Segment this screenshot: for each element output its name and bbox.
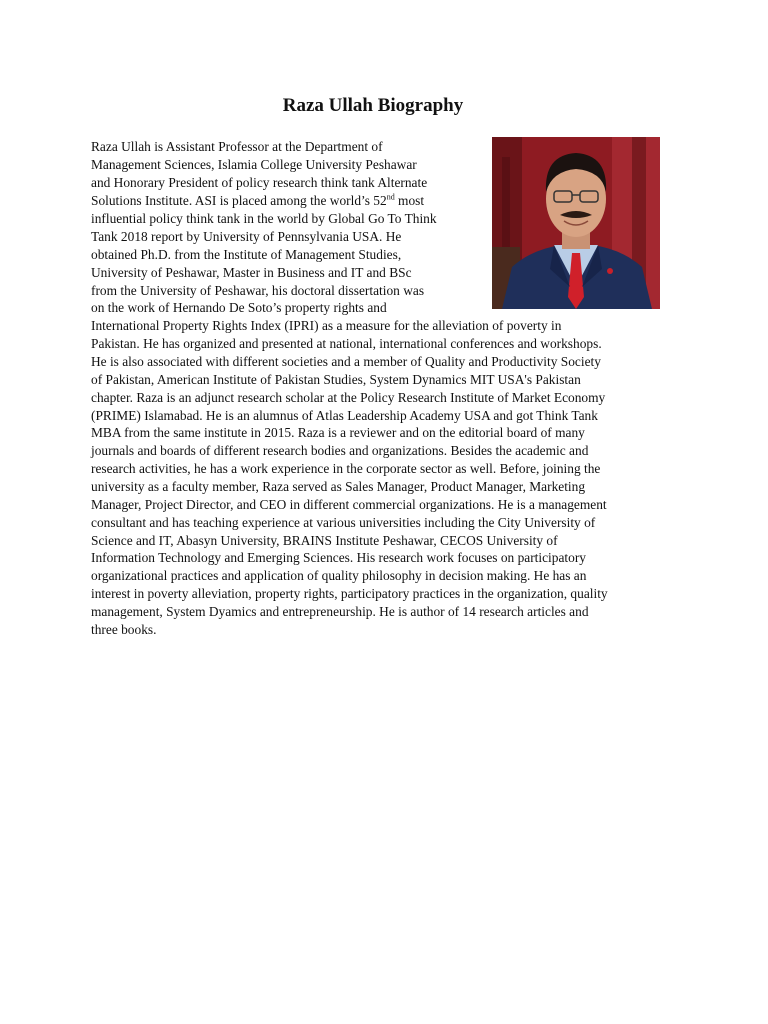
portrait-photo <box>492 137 660 309</box>
body-line: Management Sciences, Islamia College University Peshawar <box>91 157 417 172</box>
page-title: Raza Ullah Biography <box>282 95 464 116</box>
body-line: Raza Ullah is Assistant Professor at the Department of <box>91 139 383 154</box>
body-line: research activities, he has a work experience in the corporate sector as well. Before, joining the <box>91 461 601 476</box>
body-line: Tank 2018 report by University of Pennsylvania USA. He <box>91 229 402 244</box>
body-line: chapter. Raza is an adjunct research scholar at the Policy Research Institute of Market Economy <box>91 390 606 405</box>
body-line: on the work of Hernando De Soto’s property rights and <box>91 300 387 315</box>
body-line: of Pakistan, American Institute of Pakistan Studies, System Dynamics MIT USA's Pakistan <box>91 372 581 387</box>
body-line: journals and boards of different research bodies and organizations. Besides the academic and <box>91 443 589 458</box>
body-line: from the University of Peshawar, his doctoral dissertation was <box>91 283 425 298</box>
body-line: organizational practices and application of quality philosophy in decision making. He has an <box>91 568 587 583</box>
body-line: influential policy think tank in the world by Global Go To Think <box>91 211 437 226</box>
body-line: obtained Ph.D. from the Institute of Management Studies, <box>91 247 402 262</box>
body-line: Science and IT, Abasyn University, BRAINS Institute Peshawar, CECOS University of <box>91 533 558 548</box>
body-line: consultant and has teaching experience at various universities including the City University of <box>91 515 596 530</box>
body-line: He is also associated with different societies and a member of Quality and Productivity Society <box>91 354 601 369</box>
body-line: university as a faculty member, Raza served as Sales Manager, Product Manager, Marketing <box>91 479 586 494</box>
body-line: (PRIME) Islamabad. He is an alumnus of Atlas Leadership Academy USA and got Think Tank <box>91 408 598 423</box>
body-line-tail: most <box>394 193 425 208</box>
body-line: Manager, Project Director, and CEO in different commercial organizations. He is a management <box>91 497 607 512</box>
body-line: University of Peshawar, Master in Business and IT and BSc <box>91 265 412 280</box>
body-line: MBA from the same institute in 2015. Raza is a reviewer and on the editorial board of many <box>91 425 585 440</box>
body-line: three books. <box>91 622 157 637</box>
body-line: and Honorary President of policy research think tank Alternate <box>91 175 428 190</box>
body-line: Pakistan. He has organized and presented at national, international conferences and workshops. <box>91 336 602 351</box>
ordinal-superscript: nd <box>386 192 395 202</box>
body-line: International Property Rights Index (IPRI) as a measure for the alleviation of poverty in <box>91 318 562 333</box>
body-line: interest in poverty alleviation, property rights, participatory practices in the organization, quality <box>91 586 608 601</box>
body-line-text: Solutions Institute. ASI is placed among the world’s 52 <box>91 193 387 208</box>
body-line: Information Technology and Emerging Sciences. His research work focuses on participatory <box>91 550 586 565</box>
body-line: management, System Dyamics and entrepreneurship. He is author of 14 research articles and <box>91 604 589 619</box>
body-line <box>91 192 424 210</box>
